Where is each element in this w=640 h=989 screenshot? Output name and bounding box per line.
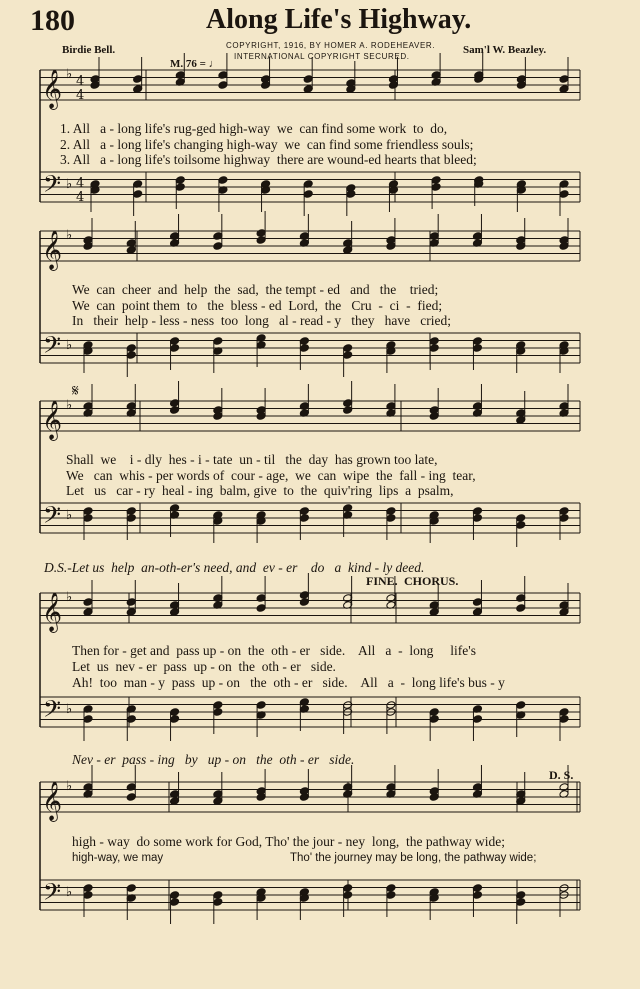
- chorus-marking: CHORUS.: [404, 574, 459, 588]
- hymn-title: Along Life's Highway.: [206, 4, 472, 35]
- verse-2-line: Let us nev - er pass up - on the oth - er side.: [72, 659, 336, 674]
- hymn-number: 180: [30, 4, 75, 37]
- flat-icon: ♭: [66, 228, 73, 243]
- ds-marking: D. S.: [549, 768, 574, 782]
- treble-clef-icon: 𝄞: [42, 69, 63, 109]
- verse-1-line: Then for - get and pass up - on the oth - er side. All a - long life's: [72, 643, 476, 658]
- flat-icon: ♭: [66, 779, 73, 794]
- flat-icon: ♭: [66, 702, 73, 717]
- time-signature: 4: [76, 176, 85, 191]
- copyright-line: COPYRIGHT, 1916, BY HOMER A. RODEHEAVER.: [226, 41, 436, 50]
- treble-clef-icon: 𝄞: [42, 592, 63, 632]
- flat-icon: ♭: [66, 590, 73, 605]
- treble-clef-icon: 𝄞: [42, 400, 63, 440]
- flat-icon: ♭: [66, 398, 73, 413]
- time-signature: 4: [76, 88, 85, 103]
- verse-3-line: Let us car - ry heal - ing balm, give to the quiv'ring lips a psalm,: [66, 483, 454, 498]
- quarter-note-icon: ♩: [208, 58, 220, 70]
- chorus-line: high - way do some work for God, Tho' the jour - ney long, the pathway wide;: [72, 834, 505, 849]
- flat-icon: ♭: [66, 67, 73, 82]
- lyricist: Birdie Bell.: [62, 44, 116, 56]
- chorus-echo-line: Tho' the journey may be long, the pathway wide;: [290, 852, 537, 864]
- flat-icon: ♭: [66, 508, 73, 523]
- flat-icon: ♭: [66, 338, 73, 353]
- tempo-text: M. 76 =: [170, 58, 206, 70]
- treble-clef-icon: 𝄞: [42, 781, 63, 821]
- fine-marking: FINE.: [366, 574, 398, 588]
- verse-1-line: Shall we i - dly hes - i - tate un - til the day has grown too late,: [66, 452, 438, 467]
- verse-3-line: Ah! too man - y pass up - on the oth - er side. All a - long life's bus - y: [72, 675, 505, 690]
- verse-1-line: We can cheer and help the sad, the tempt - ed and the tried;: [72, 282, 439, 297]
- bass-clef-icon: 𝄢: [43, 878, 62, 911]
- bass-clef-icon: 𝄢: [43, 331, 62, 364]
- verse-2-line: We can whis - per words of cour - age, we can wipe the fall - ing tear,: [66, 468, 476, 483]
- composer: Sam'l W. Beazley.: [463, 44, 547, 56]
- verse-3-line: 3. All a - long life's toilsome highway there are wound-ed hearts that bleed;: [60, 152, 477, 167]
- bass-clef-icon: 𝄢: [43, 170, 62, 203]
- verse-1-line: 1. All a - long life's rug-ged high-way we can find some work to do,: [60, 121, 448, 136]
- copyright-line: INTERNATIONAL COPYRIGHT SECURED.: [234, 52, 410, 61]
- verse-2-line: 2. All a - long life's changing high-way we can find some friendless souls;: [60, 137, 474, 152]
- time-signature: 4: [76, 190, 85, 205]
- time-signature: 4: [76, 74, 85, 89]
- verse-3-line: In their help - less - ness too long al - read - y they have cried;: [72, 313, 452, 328]
- flat-icon: ♭: [66, 885, 73, 900]
- treble-clef-icon: 𝄞: [42, 230, 63, 270]
- ds-lyric-line: D.S.-Let us help an-oth-er's need, and ev - er do a kind - ly deed.: [44, 560, 425, 575]
- bass-clef-icon: 𝄢: [43, 501, 62, 534]
- flat-icon: ♭: [66, 177, 73, 192]
- bass-clef-icon: 𝄢: [43, 695, 62, 728]
- segno-icon: 𝄋: [72, 381, 79, 400]
- bass-lyric-line: Nev - er pass - ing by up - on the oth - er side.: [72, 752, 355, 767]
- verse-2-line: We can point them to the bless - ed Lord, the Cru - ci - fied;: [72, 298, 443, 313]
- chorus-echo-line: high-way, we may: [72, 852, 164, 864]
